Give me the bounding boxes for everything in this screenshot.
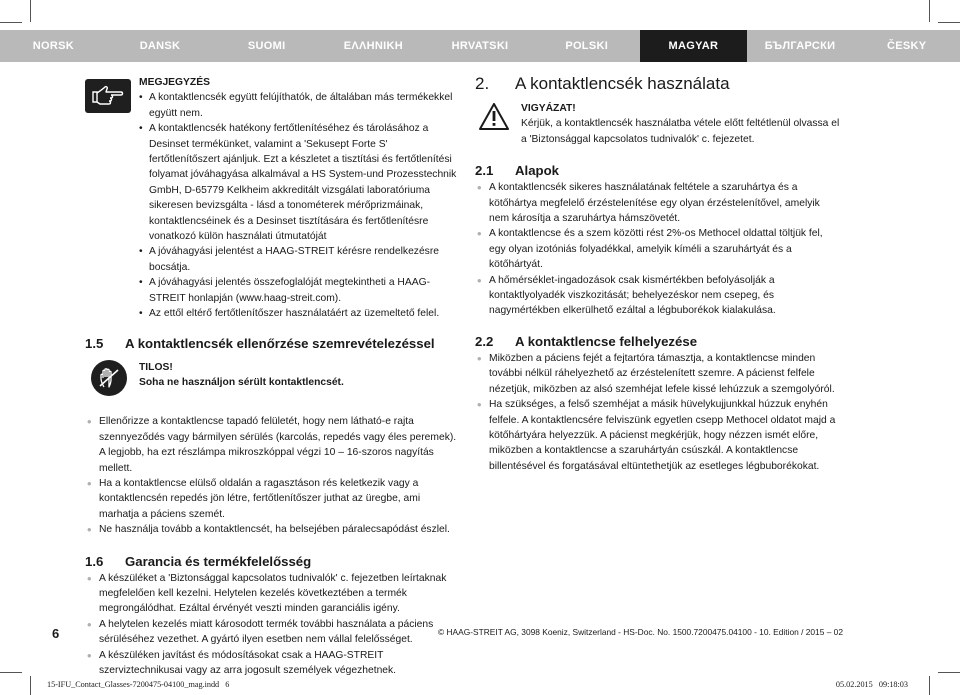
section-heading — [475, 162, 840, 180]
list-item: • A készüléken javítást és módosításokat csak a HAAG-STREIT szerviztechnikusai vagy az arra jogosult személyek végezhetnek. — [85, 648, 460, 679]
note-box — [85, 75, 460, 322]
page-number: 6 — [52, 626, 60, 641]
pointing-hand-icon — [85, 79, 131, 113]
list-item: • Ha szükséges, a felső szemhéjat a másik hüvelykujjunkkal húzzuk enyhén felfele. A kontaktlencsére felviszünk egyetlen csepp Methocel oldatot majd a kötőhártyára helyezzük. A pácienst megkérjük, hogy nézzen ismét előre, miközben a kontaktlencse a szaruhártyán csúszkál. A kontaktlencse billentésével és forgatásával eltüntethetjük az esetleges légbuborékokat. — [475, 397, 840, 474]
list-item: • A készüléket a 'Biztonsággal kapcsolatos tudnivalók' c. fejezetben leírtaknak megfelelően kell kezelni. Helytelen kezelés következtében a termék megrongálódhat. Ezáltal érvényét veszti minden garanciális igény. — [85, 571, 460, 617]
caution-box — [475, 101, 840, 147]
tab-ellinika[interactable]: ΕΛΛΗΝΙΚΗ — [343, 40, 403, 52]
placement-list — [475, 351, 840, 474]
warning-triangle-icon — [479, 103, 509, 130]
list-item: • Ha a kontaktlencse elülső oldalán a ragasztáson rés keletkezik vagy a kontaktlencsén repedés jön létre, fertőtlenítőszer juthat az üregbe, ami marhatja a páciens szemét. — [85, 476, 460, 522]
tab-norsk[interactable]: NORSK — [32, 40, 74, 52]
caution-text: Kérjük, a kontaktlencsék használatba vétele előtt feltétlenül olvassa el a 'Biztonsággal kapcsolatos tudnivalók' c. fejezetet. — [521, 118, 840, 145]
section-title: Garancia és termékfelelősség — [125, 553, 312, 569]
chapter-number: 2. — [475, 74, 490, 93]
copyright-line: © HAAG-STREIT AG, 3098 Koeniz, Switzerland - HS-Doc. No. 1500.7200475.04100 - 10. Edition / 2015 – 02 — [438, 627, 843, 637]
crop-mark — [929, 676, 930, 695]
list-item: • Az ettől eltérő fertőtlenítőszer használatáért az üzemeltető felel. — [139, 306, 460, 321]
warranty-list — [85, 571, 460, 679]
section-title: Alapok — [515, 163, 559, 179]
tab-balgarski[interactable]: БЪЛГАРСКИ — [764, 40, 836, 52]
section-title: A kontaktlencsék ellenőrzése szemrevételezéssel — [125, 335, 435, 351]
prohibition-text: Soha ne használjon sérült kontaktlencsét. — [139, 376, 344, 388]
crop-mark — [938, 22, 960, 23]
crop-mark — [30, 676, 31, 695]
print-date: 05.02.2015 09:18:03 — [835, 680, 908, 689]
list-item: • A kontaktlencse és a szem közötti rést 2%-os Methocel oldattal töltjük fel, egy olyan izotóniás folyadékkal, amelyik kíméli a szaruhártyát és a kötőhártyát. — [475, 226, 840, 272]
list-item: • A jóváhagyási jelentés összefoglalóját megtekintheti a HAAG-STREIT honlapján (www.haag-streit.com). — [139, 275, 460, 306]
list-item: • A kontaktlencsék sikeres használatának feltétele a szaruhártya és a kötőhártya megfelelő érzéstelenítése egy olyan érzéstelenítővel, amelyik nem károsítja a szaruhártya hámszövetét. — [475, 180, 840, 226]
crop-mark — [938, 672, 960, 673]
tab-cesky[interactable]: ČESKY — [887, 40, 927, 52]
section-number: 2.1 — [475, 163, 494, 179]
section-heading — [85, 553, 460, 571]
tab-magyar[interactable]: MAGYAR — [640, 30, 747, 62]
list-item: • A kontaktlencsék hatékony fertőtlenítéséhez és tárolásához a Desinset termékünket, valamint a 'Sekusept Forte S' fertőtlenítőszert ajánljuk. Ezt a készletet a tisztítási és fertőtlenítési folyamat jóváhagyása alkalmával a HS System-und Prozesstechnik GmbH, D-65779 Kelkheim akkreditált vizsgálati laboratóriuma sikeresen bevizsgálta - lásd a tonométerek mérőprizmáinak, kontaktlencséinek és a Desinset tisztítására és fertőtlenítésre vonatkozó külön használati útmutatóját — [139, 121, 460, 244]
caution-title: VIGYÁZAT! — [521, 103, 576, 114]
section-number: 1.5 — [85, 335, 104, 351]
stop-hand-icon — [91, 360, 127, 396]
section-title: A kontaktlencse felhelyezése — [515, 333, 698, 349]
list-item: • Ellenőrizze a kontaktlencse tapadó felületét, hogy nem látható-e rajta szennyeződés vagy bármilyen sérülés (karcolás, repedés vagy éles peremek). A legjobb, ha ezt részlámpa mikroszkóppal végzi 10 – 16-szoros nagyítás mellett. — [85, 414, 460, 476]
tab-dansk[interactable]: DANSK — [139, 40, 181, 52]
list-item: • Ne használja tovább a kontaktlencsét, ha belsejében páralecsapódást észlel. — [85, 522, 460, 537]
file-name-slug: 15-IFU_Contact_Glasses-7200475-04100_mag.indd 6 — [47, 680, 230, 689]
crop-mark — [929, 0, 930, 22]
prohibition-box — [85, 360, 460, 391]
right-column — [475, 73, 840, 474]
language-nav — [0, 30, 960, 62]
list-item: • A hőmérséklet-ingadozások csak kismértékben befolyásolják a kontaktlyolyadék viszkozitását; behelyezéskor nem csepeg, és nagymértékben elkerülhető ezáltal a légbuborékok kialakulása. — [475, 273, 840, 319]
crop-mark — [0, 22, 22, 23]
prohibition-title: TILOS! — [139, 361, 173, 373]
chapter-heading — [475, 73, 840, 95]
inspection-list — [85, 414, 460, 537]
crop-mark — [0, 672, 22, 673]
list-item: • Miközben a páciens fejét a fejtartóra támasztja, a kontaktlencse minden további nélkül ráhelyezhető az érzéstelenített szemre. A pácienst felfele nézetjük, miközben az alsó szemhéjat lefele kissé lehúzzuk a szemgolyóról. — [475, 351, 840, 397]
chapter-title: A kontaktlencsék használata — [515, 74, 730, 93]
list-item: • A kontaktlencsék együtt felújíthatók, de általában más termékekkel együtt nem. — [139, 90, 460, 121]
tab-polski[interactable]: POLSKI — [565, 40, 609, 52]
tab-hrvatski[interactable]: HRVATSKI — [451, 40, 509, 52]
basics-list — [475, 180, 840, 319]
crop-mark — [30, 0, 31, 22]
list-item: • A helytelen kezelés miatt károsodott termék további használata a páciens sérüléséhez vezethet. A gyártó ilyen esetben nem vállal felelősséget. — [85, 617, 460, 648]
section-heading — [85, 335, 460, 353]
note-title: MEGJEGYZÉS — [139, 77, 210, 88]
section-number: 2.2 — [475, 333, 494, 349]
list-item: • A jóváhagyási jelentést a HAAG-STREIT kérésre rendelkezésre bocsátja. — [139, 244, 460, 275]
note-list — [139, 90, 460, 321]
left-column — [85, 73, 460, 678]
section-number: 1.6 — [85, 553, 104, 569]
section-heading — [475, 333, 840, 351]
tab-suomi[interactable]: SUOMI — [247, 40, 286, 52]
